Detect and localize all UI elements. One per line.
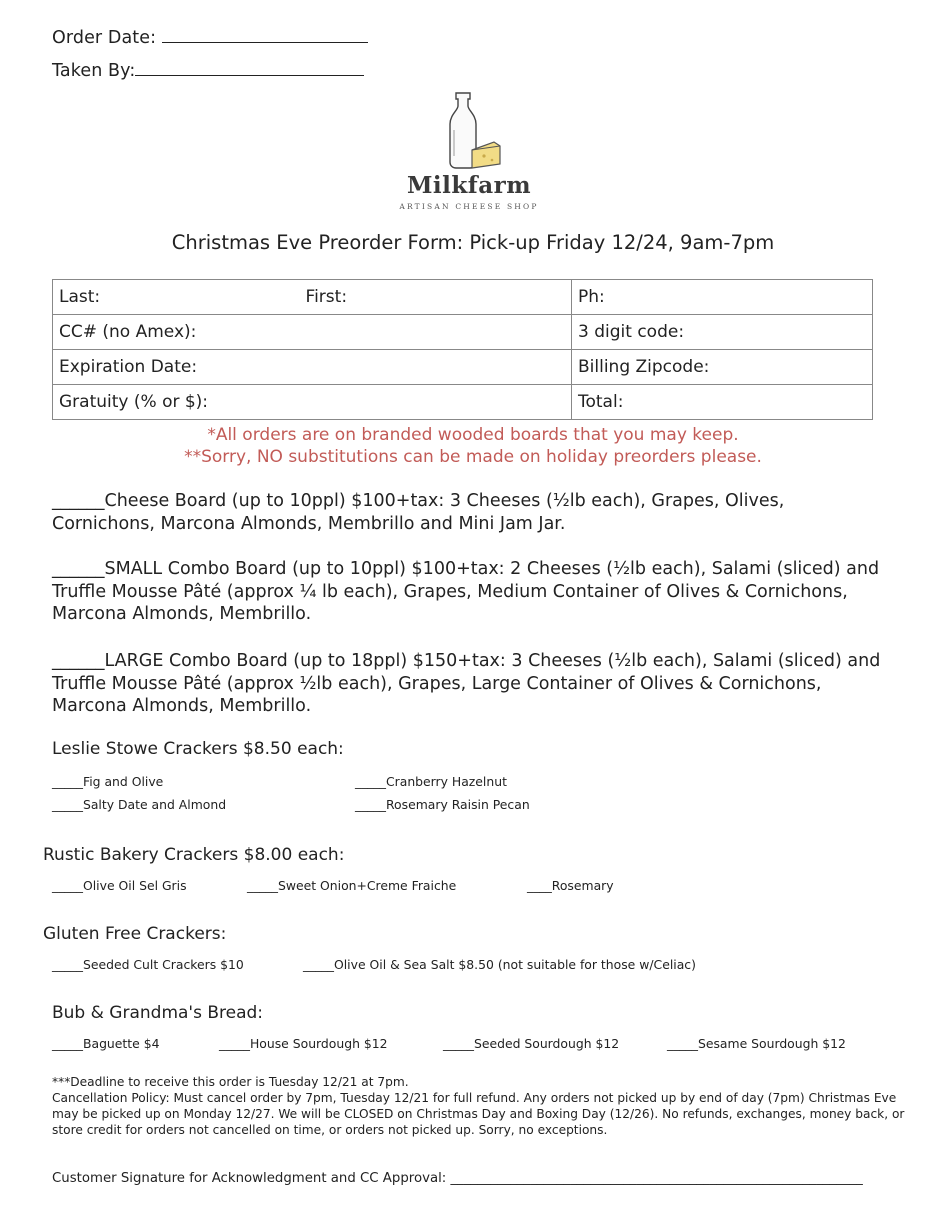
code-label: 3 digit code: [578, 322, 685, 342]
billing-zip-label: Billing Zipcode: [578, 357, 710, 377]
leslie-salty-date-almond[interactable]: _____Salty Date and Almond [52, 797, 227, 812]
signature-field[interactable] [52, 1171, 863, 1186]
signature-label: Customer Signature for Acknowledgment and CC Approval: [52, 1171, 447, 1186]
signature-blank: ______________________________________________________________ [450, 1171, 863, 1186]
logo-wordmark: Milkfarm [406, 172, 532, 199]
leslie-fig-olive[interactable]: _____Fig and Olive [52, 774, 164, 789]
board-blank: ______ [52, 559, 105, 579]
last-label: Last: [59, 287, 101, 307]
leslie-section-title: Leslie Stowe Crackers $8.50 each: [52, 739, 344, 759]
taken-by-label: Taken By: [52, 61, 136, 81]
bread-baguette[interactable]: _____Baguette $4 [52, 1036, 160, 1051]
cc-label: CC# (no Amex): [59, 322, 197, 342]
cancellation-policy-line-1: Cancellation Policy: Must cancel order by 7pm, Tuesday 12/21 for full refund. Any orders not picked up by end of day (7pm) Christmas Eve [52, 1091, 897, 1105]
rustic-sweet-onion[interactable]: _____Sweet Onion+Creme Fraiche [247, 878, 457, 893]
rustic-section-title: Rustic Bakery Crackers $8.00 each: [43, 845, 345, 865]
taken-by-line [135, 59, 364, 76]
total-cell[interactable] [572, 385, 873, 420]
order-date-label: Order Date: [52, 28, 157, 48]
expiration-cell[interactable] [53, 350, 572, 385]
gf-olive-oil-sea-salt[interactable]: _____Olive Oil & Sea Salt $8.50 (not suitable for those w/Celiac) [303, 957, 696, 972]
milk-bottle-cheese-icon [386, 90, 552, 170]
milkfarm-logo [386, 90, 552, 215]
board-blank: ______ [52, 651, 105, 671]
form-title: Christmas Eve Preorder Form: Pick-up Friday 12/24, 9am-7pm [171, 231, 775, 254]
boards-notice: *All orders are on branded wooded boards that you may keep. [207, 425, 739, 445]
code-cell[interactable] [572, 315, 873, 350]
billing-zip-cell[interactable] [572, 350, 873, 385]
deadline-note: ***Deadline to receive this order is Tuesday 12/21 at 7pm. [52, 1075, 409, 1089]
gluten-free-section-title: Gluten Free Crackers: [43, 924, 227, 944]
board-blank: ______ [52, 491, 105, 511]
bread-section-title: Bub & Grandma's Bread: [52, 1003, 264, 1023]
order-date-line [162, 26, 368, 43]
customer-info-table [52, 279, 873, 420]
cancellation-policy-line-2: may be picked up on Monday 12/27. We will be CLOSED on Christmas Day and Boxing Day (12/26). No refunds, exchanges, money back, or [52, 1107, 905, 1121]
rustic-rosemary[interactable]: ____Rosemary [527, 878, 614, 893]
board-option-small-combo[interactable] [52, 558, 892, 626]
board-description: SMALL Combo Board (up to 10ppl) $100+tax: 2 Cheeses (½lb each), Salami (sliced) and Truffle Mousse Pâté (approx ¼ lb each), Grapes, Medium Container of Olives & Cornichons, Marcona Almonds, Membrillo. [52, 559, 880, 624]
rustic-olive-oil-sel-gris[interactable]: _____Olive Oil Sel Gris [52, 878, 187, 893]
gf-seeded-cult[interactable]: _____Seeded Cult Crackers $10 [52, 957, 244, 972]
total-label: Total: [578, 392, 624, 412]
first-label: First: [305, 287, 348, 307]
board-description: LARGE Combo Board (up to 18ppl) $150+tax: 3 Cheeses (½lb each), Salami (sliced) and Truffle Mousse Pâté (approx ½lb each), Grapes, Large Container of Olives & Cornichons, Marcona Almonds, Membrillo. [52, 651, 881, 716]
phone-label: Ph: [578, 287, 605, 307]
last-first-cell[interactable] [53, 280, 572, 315]
taken-by-field[interactable] [52, 59, 364, 81]
order-date-field[interactable] [52, 26, 368, 48]
bread-sesame-sourdough[interactable]: _____Sesame Sourdough $12 [667, 1036, 846, 1051]
board-description: Cheese Board (up to 10ppl) $100+tax: 3 Cheeses (½lb each), Grapes, Olives, Cornichons, Marcona Almonds, Membrillo and Mini Jam Jar. [52, 491, 785, 534]
gratuity-label: Gratuity (% or $): [59, 392, 209, 412]
logo-tagline: ARTISAN CHEESE SHOP [399, 202, 539, 211]
phone-cell[interactable] [572, 280, 873, 315]
leslie-cranberry-hazelnut[interactable]: _____Cranberry Hazelnut [355, 774, 507, 789]
cancellation-policy-line-3: store credit for orders not cancelled on time, or orders not picked up. Sorry, no exceptions. [52, 1123, 608, 1137]
expiration-label: Expiration Date: [59, 357, 198, 377]
gratuity-cell[interactable] [53, 385, 572, 420]
leslie-rosemary-raisin-pecan[interactable]: _____Rosemary Raisin Pecan [355, 797, 530, 812]
board-option-cheese[interactable] [52, 490, 892, 535]
bread-seeded-sourdough[interactable]: _____Seeded Sourdough $12 [443, 1036, 620, 1051]
cc-cell[interactable] [53, 315, 572, 350]
substitutions-notice: **Sorry, NO substitutions can be made on holiday preorders please. [184, 447, 762, 467]
bread-house-sourdough[interactable]: _____House Sourdough $12 [219, 1036, 388, 1051]
board-option-large-combo[interactable] [52, 650, 892, 718]
